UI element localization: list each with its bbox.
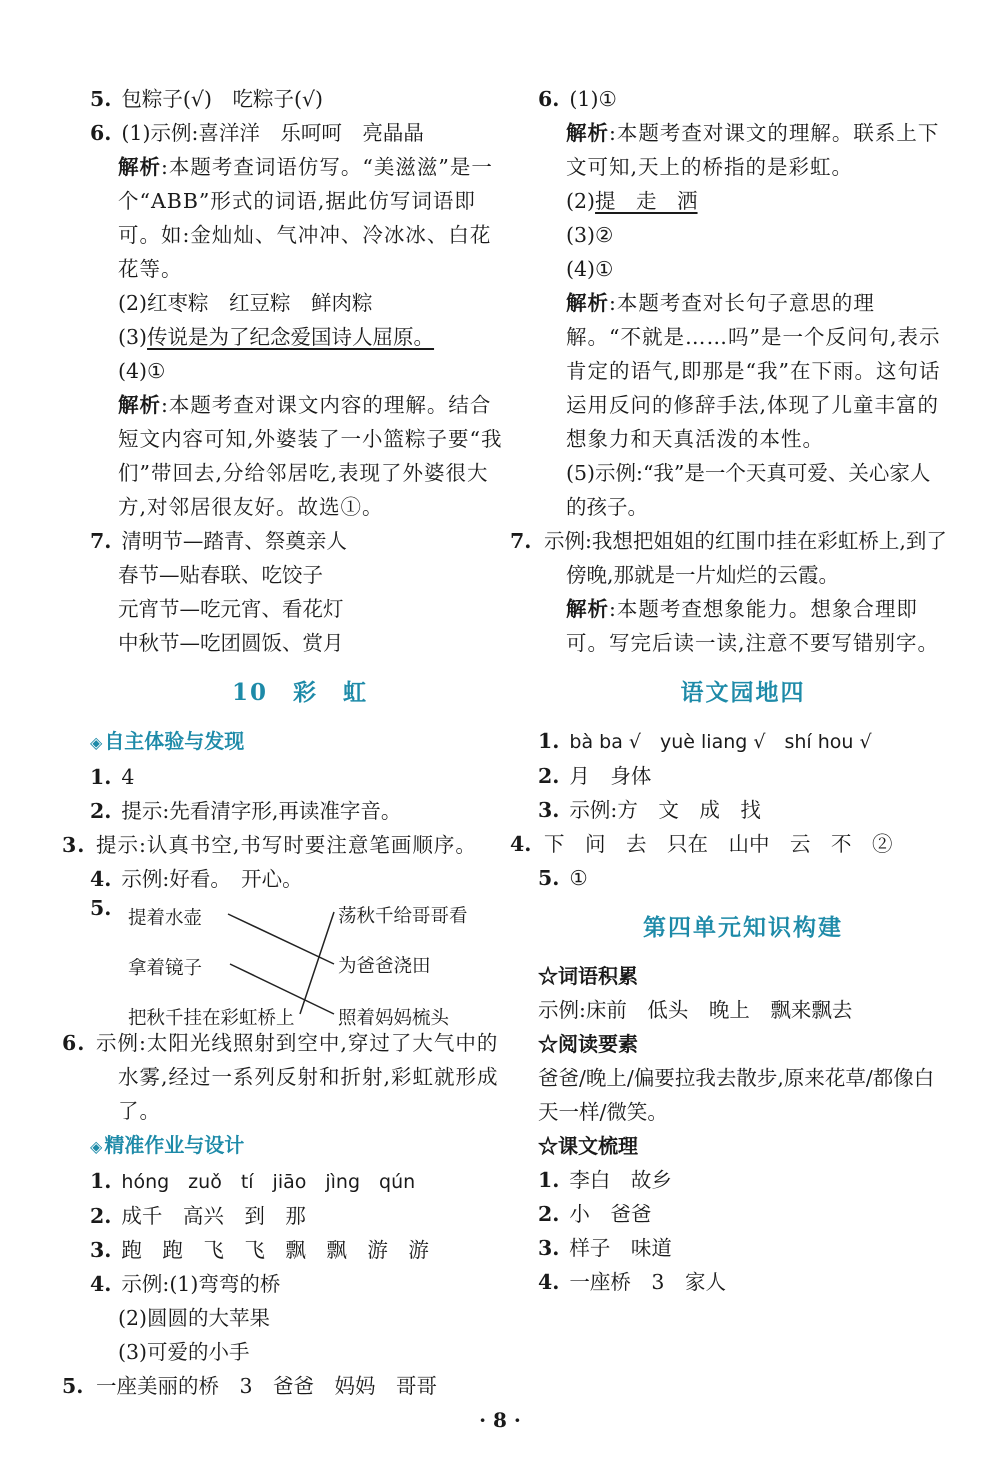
answer-7-line-2: 春节—贴春联、吃饺子 [118,563,323,587]
lesson-title: 10 彩 虹 [231,679,368,706]
answer-r6-2: (2)提 走 洒 [566,189,698,213]
match-right-2: 为爸爸浇田 [338,956,431,977]
answer-a3: 3. 提示:认真书空,书写时要注意笔画顺序。 [62,833,477,857]
matching-lines [90,896,510,1026]
answer-r6-3: (3)② [566,223,614,247]
answer-a4: 4. 示例:好看。 开心。 [90,867,303,891]
section-heading-1: ◈ 自主体验与发现 [90,729,245,753]
answer-r6-4: (4)① [566,257,614,281]
match-line-2 [230,964,334,1014]
answer-6-2: (2)红枣粽 红豆粽 鲜肉粽 [118,291,373,315]
matching-exercise [90,896,510,1029]
left-column [62,82,510,1403]
answer-a6: 6. 示例:太阳光线照射到空中,穿过了大气中的水雾,经过一系列反射和折射,彩虹就形成了。 [62,1031,499,1123]
heading-reading: ☆阅读要素 [538,1032,638,1056]
matching-number: 5. [90,896,112,920]
section-heading-2: ◈ 精准作业与设计 [90,1133,245,1157]
section-title-yuwen: 语文园地四 [680,679,806,706]
answer-7-line-4: 中秋节—吃团圆饭、赏月 [118,631,344,655]
section-title-unit4: 第四单元知识构建 [643,914,843,941]
analysis-r7: 解析:本题考查想象能力。想象合理即可。写完后读一读,注意不要写错别字。 [566,597,940,655]
diamond-icon: ◈ [90,1137,103,1156]
answer-y3: 3. 示例:方 文 成 找 [538,798,761,822]
review-2: 2. 小 爸爸 [538,1202,652,1226]
match-left-3: 把秋千挂在彩虹桥上 [128,1008,295,1029]
answer-y1: 1. bà ba √ yuè liang √ shí hou √ [538,729,872,753]
analysis-r6-4: 解析:本题考查对长句子意思的理解。“不就是……吗”是一个反问句,表示肯定的语气,即那是“我”在下雨。这句话运用反问的修辞手法,体现了儿童丰富的想象力和天真活泼的本性。 [566,291,941,451]
answer-b5: 5. 一座美丽的桥 3 爸爸 妈妈 哥哥 [62,1374,438,1398]
heading-vocab: ☆词语积累 [538,964,638,988]
diamond-icon: ◈ [90,733,103,752]
right-column [510,82,948,1299]
answer-r6-1: 6. (1)① [538,87,617,111]
answer-6-4: (4)① [118,359,166,383]
answer-a2: 2. 提示:先看清字形,再读准字音。 [90,799,402,823]
answer-b3: 3. 跑 跑 飞 飞 飘 飘 游 游 [90,1238,429,1262]
answer-b4: 4. 示例:(1)弯弯的桥 [90,1272,281,1296]
answer-y4: 4. 下 问 去 只在 山中 云 不 ② [510,832,893,856]
answer-7-line-3: 元宵节—吃元宵、看花灯 [118,597,344,621]
answer-y2: 2. 月 身体 [538,764,652,788]
match-line-1 [228,914,334,964]
analysis-6-1: 解析:本题考查词语仿写。“美滋滋”是一个“ABB”形式的词语,据此仿写词语即可。如:金灿灿、气冲冲、冷冰冰、白花花等。 [118,155,493,281]
review-3: 3. 样子 味道 [538,1236,672,1260]
answer-6-1: 6. (1)示例:喜洋洋 乐呵呵 亮晶晶 [90,121,424,145]
match-left-1: 提着水壶 [128,908,203,929]
analysis-6-4: 解析:本题考查对课文内容的理解。结合短文内容可知,外婆装了一小篮粽子要“我们”带回去,分给邻居吃,表现了外婆很大方,对邻居很友好。故选①。 [118,393,503,519]
answer-r6-5: (5)示例:“我”是一个天真可爱、关心家人的孩子。 [566,461,931,519]
reading-text: 爸爸/晚上/偏要拉我去散步,原来花草/都像白天一样/微笑。 [538,1066,935,1124]
answer-7: 7. 清明节—踏青、祭奠亲人 [90,529,347,553]
answer-r7: 7. 示例:我想把姐姐的红围巾挂在彩虹桥上,到了傍晚,那就是一片灿烂的云霞。 [510,529,947,587]
match-right-3: 照着妈妈梳头 [338,1008,450,1029]
heading-text-review: ☆课文梳理 [538,1134,638,1158]
answer-b4-2: (2)圆圆的大苹果 [118,1306,271,1330]
match-right-1: 荡秋千给哥哥看 [338,906,468,927]
review-4: 4. 一座桥 3 家人 [538,1270,726,1294]
answer-a1: 1. 4 [90,765,135,789]
answer-b1: 1. hóng zuǒ tí jiāo jìng qún [90,1169,416,1193]
analysis-r6-1: 解析:本题考查对课文的理解。联系上下文可知,天上的桥指的是彩虹。 [566,121,940,179]
page-number: · 8 · [479,1408,521,1432]
answer-5: 5. 包粽子(√) 吃粽子(√) [90,87,324,111]
match-line-3 [300,912,334,1014]
answer-6-3: (3)传说是为了纪念爱国诗人屈原。 [118,325,435,349]
answer-y5: 5. ① [538,866,588,890]
review-1: 1. 李白 故乡 [538,1168,672,1192]
answer-b4-3: (3)可爱的小手 [118,1340,250,1364]
match-left-2: 拿着镜子 [128,958,203,979]
answer-b2: 2. 成千 高兴 到 那 [90,1204,306,1228]
vocab-text: 示例:床前 低头 晚上 飘来飘去 [538,998,853,1022]
